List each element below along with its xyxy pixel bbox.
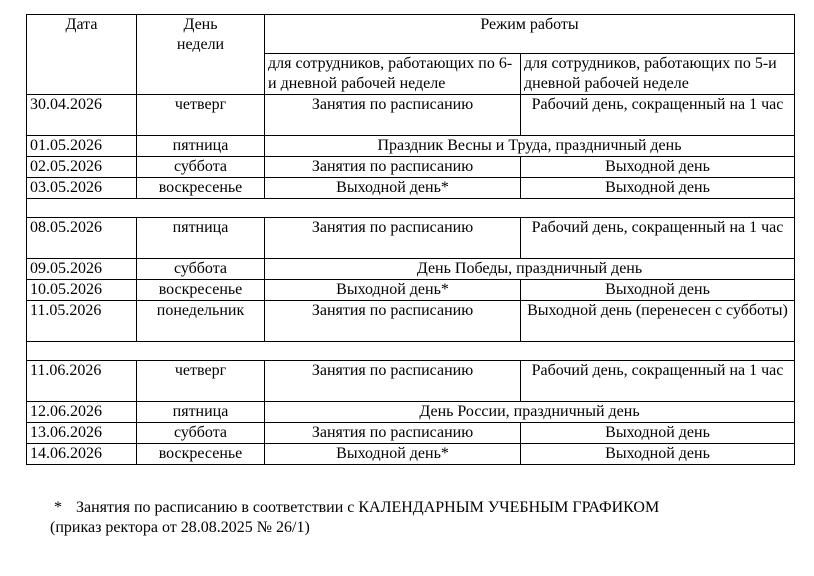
header-five-day-week: для сотрудников, работающих по 5-и дневной рабочей неделе — [521, 54, 795, 95]
date-cell: 11.05.2026 — [27, 301, 137, 342]
footnote-marker: * — [54, 499, 62, 516]
date-cell: 30.04.2026 — [27, 95, 137, 136]
date-cell: 03.05.2026 — [27, 178, 137, 199]
date-cell: 14.06.2026 — [27, 444, 137, 465]
six-day-cell: Занятия по расписанию — [265, 301, 521, 342]
table-row — [27, 95, 795, 136]
footnote-text: Занятия по расписанию в соответствии с КАЛЕНДАРНЫМ УЧЕБНЫМ ГРАФИКОМ — [76, 499, 660, 516]
date-cell: 08.05.2026 — [27, 218, 137, 259]
weekday-cell: суббота — [137, 423, 265, 444]
spacer-cell — [27, 199, 795, 218]
date-cell: 10.05.2026 — [27, 280, 137, 301]
header-weekday — [137, 15, 265, 95]
weekday-cell: пятница — [137, 136, 265, 157]
six-day-cell: Занятия по расписанию — [265, 361, 521, 402]
table-row — [27, 280, 795, 301]
five-day-cell: Выходной день — [521, 157, 795, 178]
header-six-day-week: для сотрудников, работающих по 6-и дневной рабочей неделе — [265, 54, 521, 95]
five-day-cell: Выходной день — [521, 178, 795, 199]
five-day-cell: Рабочий день, сокращенный на 1 час — [521, 218, 795, 259]
spacer-row — [27, 342, 795, 361]
weekday-cell: четверг — [137, 361, 265, 402]
holiday-cell: Праздник Весны и Труда, праздничный день — [265, 136, 795, 157]
weekday-cell: воскресенье — [137, 444, 265, 465]
weekday-cell: суббота — [137, 259, 265, 280]
six-day-cell: Выходной день* — [265, 178, 521, 199]
five-day-cell: Рабочий день, сокращенный на 1 час — [521, 95, 795, 136]
holiday-cell: День Победы, праздничный день — [265, 259, 795, 280]
header-row — [27, 15, 795, 54]
table-row-holiday — [27, 402, 795, 423]
five-day-cell: Рабочий день, сокращенный на 1 час — [521, 361, 795, 402]
weekday-cell: пятница — [137, 218, 265, 259]
spacer-cell — [27, 342, 795, 361]
table-row — [27, 218, 795, 259]
five-day-cell: Выходной день — [521, 444, 795, 465]
five-day-cell: Выходной день — [521, 423, 795, 444]
date-cell: 13.06.2026 — [27, 423, 137, 444]
six-day-cell: Выходной день* — [265, 280, 521, 301]
header-work-mode: Режим работы — [265, 15, 795, 54]
six-day-cell: Занятия по расписанию — [265, 218, 521, 259]
weekday-cell: четверг — [137, 95, 265, 136]
five-day-cell: Выходной день — [521, 280, 795, 301]
footnote-line2: (приказ ректора от 28.08.2025 № 26/1) — [50, 519, 310, 536]
date-cell: 12.06.2026 — [27, 402, 137, 423]
holiday-cell: День России, праздничный день — [265, 402, 795, 423]
footnote — [50, 498, 790, 538]
six-day-cell: Занятия по расписанию — [265, 157, 521, 178]
six-day-cell: Выходной день* — [265, 444, 521, 465]
date-cell: 02.05.2026 — [27, 157, 137, 178]
weekday-cell: воскресенье — [137, 280, 265, 301]
header-weekday-line2: недели — [176, 36, 225, 53]
table-row — [27, 444, 795, 465]
weekday-cell: суббота — [137, 157, 265, 178]
table-row — [27, 423, 795, 444]
date-cell: 11.06.2026 — [27, 361, 137, 402]
table-row-holiday — [27, 136, 795, 157]
spacer-row — [27, 199, 795, 218]
weekday-cell: понедельник — [137, 301, 265, 342]
table-row — [27, 301, 795, 342]
header-weekday-line1: День — [183, 16, 218, 33]
date-cell: 01.05.2026 — [27, 136, 137, 157]
five-day-cell: Выходной день (перенесен с субботы) — [521, 301, 795, 342]
table-row — [27, 157, 795, 178]
table-row — [27, 361, 795, 402]
weekday-cell: воскресенье — [137, 178, 265, 199]
footnote-line1 — [50, 498, 790, 518]
table-row — [27, 178, 795, 199]
table-row-holiday — [27, 259, 795, 280]
date-cell: 09.05.2026 — [27, 259, 137, 280]
six-day-cell: Занятия по расписанию — [265, 423, 521, 444]
work-schedule-table — [26, 14, 795, 465]
six-day-cell: Занятия по расписанию — [265, 95, 521, 136]
weekday-cell: пятница — [137, 402, 265, 423]
header-date: Дата — [27, 15, 137, 95]
